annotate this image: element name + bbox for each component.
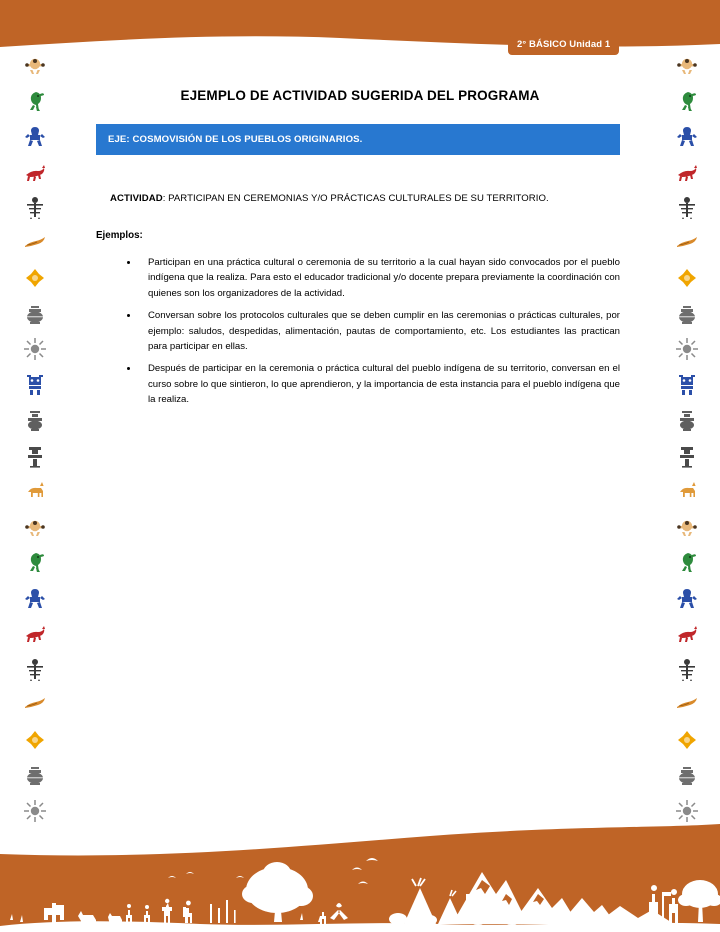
example-bullet	[118, 255, 620, 301]
example-bullet	[118, 361, 620, 407]
example-bullet-text: Conversan sobre los protocolos culturales que se deben cumplir en las ceremonias o prácticas culturales, por ejemplo: saludos, despedidas, alimentación, pautas de comportamiento, etc. Los estudiantes las practican para participar en ellas.	[148, 310, 620, 353]
bullet-dot-icon	[127, 261, 130, 264]
unit-badge: 2° BÁSICO Unidad 1	[508, 36, 619, 55]
examples-list	[118, 255, 620, 415]
actividad-label: ACTIVIDAD	[110, 193, 163, 204]
unit-badge-container	[508, 36, 619, 55]
example-bullet-text: Participan en una práctica cultural o ceremonia de su territorio a la cual hayan sido convocados por el pueblo indígena que la realiza. Para esto el educador tradicional y/o docente prepara previamente la coordinación con quienes son los organizadores de la actividad.	[148, 257, 620, 299]
example-bullet	[118, 308, 620, 354]
eje-banner	[96, 124, 620, 155]
ejemplos-label: Ejemplos:	[96, 230, 143, 241]
andean-landscape-silhouette-band	[0, 820, 720, 932]
example-bullet-text: Después de participar en la ceremonia o práctica cultural del pueblo indígena de su territorio, conversan en el curso sobre lo que sintieron, lo que aprendieron, y la importancia de esta instancia para el pueblo indígena que la realiza.	[148, 363, 621, 406]
eje-label: EJE: COSMOVISIÓN DE LOS PUEBLOS ORIGINARIOS.	[108, 134, 363, 145]
page-title: EJEMPLO DE ACTIVIDAD SUGERIDA DEL PROGRAMA	[180, 88, 540, 103]
actividad-line	[110, 193, 630, 204]
bullet-dot-icon	[127, 367, 130, 370]
bullet-dot-icon	[127, 314, 130, 317]
actividad-text: : PARTICIPAN EN CEREMONIAS Y/O PRÁCTICAS CULTURALES DE SU TERRITORIO.	[162, 193, 549, 204]
